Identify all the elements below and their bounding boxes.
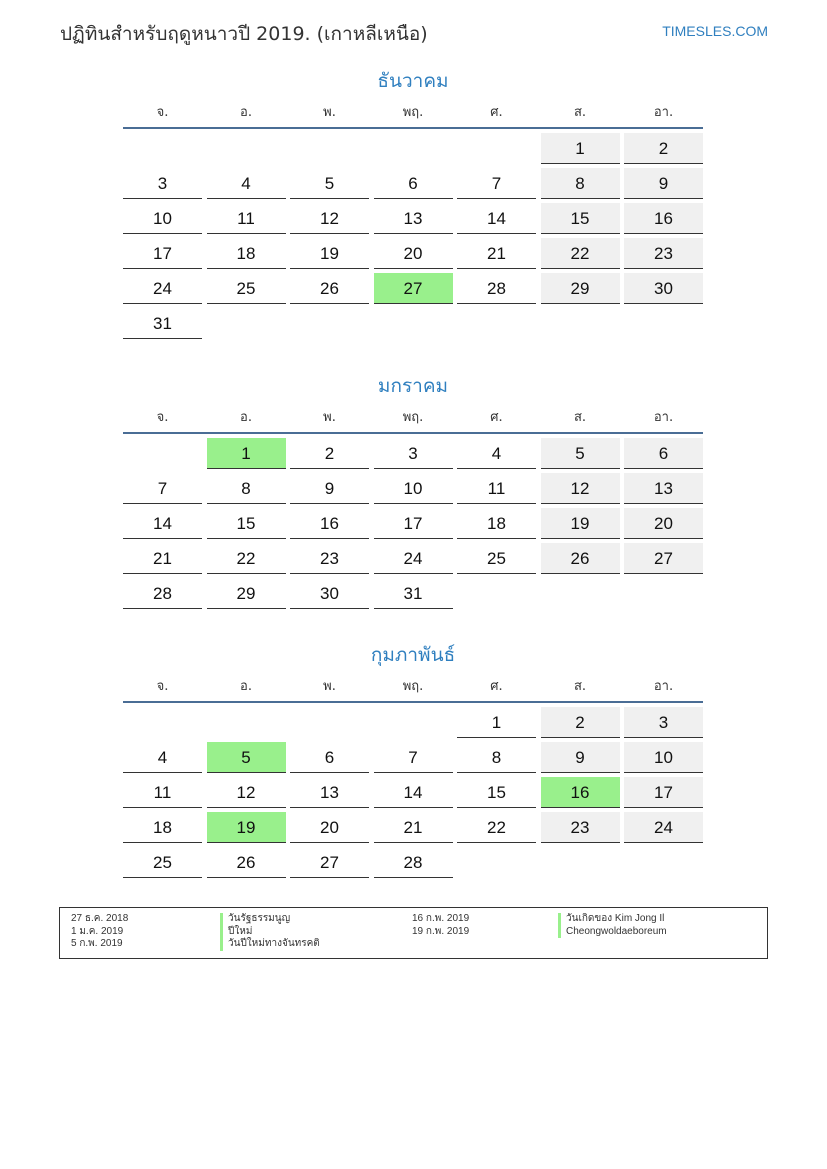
empty-cell bbox=[374, 707, 453, 738]
day-cell: 2 bbox=[624, 133, 703, 164]
weekday-label: อ. bbox=[240, 104, 252, 120]
empty-cell bbox=[207, 707, 286, 738]
day-cell: 18 bbox=[123, 812, 202, 843]
site-link[interactable]: TIMESLES.COM bbox=[662, 23, 768, 39]
empty-cell bbox=[123, 438, 202, 469]
weekday-header bbox=[123, 401, 703, 431]
day-cell: 4 bbox=[123, 742, 202, 773]
day-cell: 8 bbox=[457, 742, 536, 773]
empty-cell bbox=[290, 707, 369, 738]
day-cell: 26 bbox=[207, 847, 286, 878]
day-cell: 10 bbox=[374, 473, 453, 504]
day-cell: 15 bbox=[541, 203, 620, 234]
day-cell: 3 bbox=[123, 168, 202, 199]
legend-holiday-name: วันปีใหม่ทางจันทรคติ bbox=[220, 938, 320, 951]
day-cell: 13 bbox=[624, 473, 703, 504]
day-grid bbox=[123, 707, 703, 878]
day-cell: 24 bbox=[624, 812, 703, 843]
legend-date: 16 ก.พ. 2019 bbox=[412, 913, 470, 924]
day-cell: 21 bbox=[374, 812, 453, 843]
day-cell: 30 bbox=[624, 273, 703, 304]
weekday-label: ศ. bbox=[490, 104, 503, 120]
day-cell: 7 bbox=[123, 473, 202, 504]
day-cell: 11 bbox=[123, 777, 202, 808]
day-cell: 1 bbox=[457, 707, 536, 738]
day-cell: 20 bbox=[290, 812, 369, 843]
weekday-label: จ. bbox=[156, 678, 169, 694]
day-cell: 28 bbox=[374, 847, 453, 878]
legend-right-dates bbox=[412, 913, 469, 938]
weekday-label: จ. bbox=[156, 409, 169, 425]
day-cell: 28 bbox=[457, 273, 536, 304]
weekday-header bbox=[123, 670, 703, 700]
day-cell: 13 bbox=[290, 777, 369, 808]
day-cell: 25 bbox=[207, 273, 286, 304]
day-cell: 28 bbox=[123, 578, 202, 609]
holiday-day-cell: 1 bbox=[207, 438, 286, 469]
day-cell: 13 bbox=[374, 203, 453, 234]
weekday-label: ศ. bbox=[490, 409, 503, 425]
day-cell: 14 bbox=[123, 508, 202, 539]
day-cell: 6 bbox=[624, 438, 703, 469]
day-cell: 23 bbox=[290, 543, 369, 574]
weekday-label: ศ. bbox=[490, 678, 503, 694]
weekday-label: พฤ. bbox=[402, 104, 424, 120]
weekday-label: พ. bbox=[323, 678, 336, 694]
weekday-label: อ. bbox=[240, 678, 252, 694]
legend-left-names bbox=[220, 913, 320, 951]
day-cell: 5 bbox=[290, 168, 369, 199]
weekday-label: อา. bbox=[653, 104, 674, 120]
month-january bbox=[123, 371, 703, 609]
empty-cell bbox=[207, 133, 286, 164]
day-cell: 11 bbox=[457, 473, 536, 504]
day-cell: 8 bbox=[207, 473, 286, 504]
day-cell: 22 bbox=[457, 812, 536, 843]
holiday-day-cell: 27 bbox=[374, 273, 453, 304]
holiday-day-cell: 19 bbox=[207, 812, 286, 843]
day-cell: 16 bbox=[290, 508, 369, 539]
day-cell: 21 bbox=[457, 238, 536, 269]
empty-cell bbox=[374, 133, 453, 164]
day-cell: 14 bbox=[457, 203, 536, 234]
holiday-day-cell: 5 bbox=[207, 742, 286, 773]
day-cell: 4 bbox=[207, 168, 286, 199]
day-cell: 24 bbox=[374, 543, 453, 574]
day-cell: 18 bbox=[457, 508, 536, 539]
day-cell: 20 bbox=[624, 508, 703, 539]
day-cell: 17 bbox=[123, 238, 202, 269]
page-title: ปฏิทินสำหรับฤดูหนาวปี 2019. (เกาหลีเหนือ) bbox=[60, 23, 428, 45]
day-cell: 12 bbox=[207, 777, 286, 808]
day-cell: 25 bbox=[123, 847, 202, 878]
day-cell: 22 bbox=[541, 238, 620, 269]
day-cell: 3 bbox=[624, 707, 703, 738]
day-cell: 7 bbox=[374, 742, 453, 773]
day-cell: 27 bbox=[290, 847, 369, 878]
day-cell: 22 bbox=[207, 543, 286, 574]
day-cell: 27 bbox=[624, 543, 703, 574]
day-cell: 14 bbox=[374, 777, 453, 808]
weekday-label: จ. bbox=[156, 104, 169, 120]
day-cell: 17 bbox=[624, 777, 703, 808]
day-cell: 7 bbox=[457, 168, 536, 199]
month-title: มกราคม bbox=[377, 375, 449, 397]
empty-cell bbox=[290, 133, 369, 164]
weekday-label: อา. bbox=[653, 409, 674, 425]
day-cell: 12 bbox=[290, 203, 369, 234]
month-title: ธันวาคม bbox=[377, 70, 449, 92]
day-cell: 25 bbox=[457, 543, 536, 574]
day-cell: 9 bbox=[541, 742, 620, 773]
day-cell: 16 bbox=[624, 203, 703, 234]
legend-date: 19 ก.พ. 2019 bbox=[412, 925, 470, 937]
legend-date: 5 ก.พ. 2019 bbox=[71, 938, 123, 949]
legend-right-names bbox=[558, 913, 667, 938]
weekday-header bbox=[123, 96, 703, 126]
legend-date: 1 ม.ค. 2019 bbox=[71, 925, 124, 937]
day-cell: 29 bbox=[541, 273, 620, 304]
day-cell: 3 bbox=[374, 438, 453, 469]
day-cell: 6 bbox=[290, 742, 369, 773]
legend-holiday-name: ปีใหม่ bbox=[220, 926, 320, 939]
day-cell: 12 bbox=[541, 473, 620, 504]
weekday-label: อ. bbox=[240, 409, 252, 425]
day-cell: 31 bbox=[374, 578, 453, 609]
weekday-label: ส. bbox=[573, 678, 587, 694]
weekday-label: ส. bbox=[573, 409, 587, 425]
day-cell: 15 bbox=[457, 777, 536, 808]
empty-cell bbox=[123, 133, 202, 164]
legend-date: 27 ธ.ค. 2018 bbox=[71, 913, 129, 924]
legend-holiday-name: วันรัฐธรรมนูญ bbox=[220, 913, 320, 926]
day-cell: 26 bbox=[290, 273, 369, 304]
day-cell: 4 bbox=[457, 438, 536, 469]
day-cell: 15 bbox=[207, 508, 286, 539]
day-cell: 6 bbox=[374, 168, 453, 199]
holiday-day-cell: 16 bbox=[541, 777, 620, 808]
legend-left-dates bbox=[71, 913, 128, 951]
day-cell: 5 bbox=[541, 438, 620, 469]
day-cell: 30 bbox=[290, 578, 369, 609]
header-rule bbox=[123, 127, 703, 129]
day-cell: 18 bbox=[207, 238, 286, 269]
day-cell: 19 bbox=[290, 238, 369, 269]
day-cell: 9 bbox=[290, 473, 369, 504]
header-rule bbox=[123, 432, 703, 434]
weekday-label: พ. bbox=[323, 104, 336, 120]
weekday-label: อา. bbox=[653, 678, 674, 694]
day-cell: 11 bbox=[207, 203, 286, 234]
weekday-label: พ. bbox=[323, 409, 336, 425]
day-cell: 19 bbox=[541, 508, 620, 539]
day-cell: 29 bbox=[207, 578, 286, 609]
day-cell: 1 bbox=[541, 133, 620, 164]
day-cell: 20 bbox=[374, 238, 453, 269]
day-grid bbox=[123, 133, 703, 339]
day-cell: 8 bbox=[541, 168, 620, 199]
holiday-legend bbox=[59, 907, 768, 959]
day-cell: 10 bbox=[123, 203, 202, 234]
month-december bbox=[123, 66, 703, 339]
day-cell: 10 bbox=[624, 742, 703, 773]
empty-cell bbox=[457, 133, 536, 164]
empty-cell bbox=[123, 707, 202, 738]
header-rule bbox=[123, 701, 703, 703]
day-cell: 23 bbox=[624, 238, 703, 269]
day-cell: 17 bbox=[374, 508, 453, 539]
month-february bbox=[123, 640, 703, 878]
day-cell: 21 bbox=[123, 543, 202, 574]
month-title: กุมภาพันธ์ bbox=[370, 644, 456, 666]
day-grid bbox=[123, 438, 703, 609]
weekday-label: ส. bbox=[573, 104, 587, 120]
day-cell: 2 bbox=[290, 438, 369, 469]
day-cell: 24 bbox=[123, 273, 202, 304]
day-cell: 9 bbox=[624, 168, 703, 199]
legend-holiday-name: วันเกิดของ Kim Jong Il bbox=[558, 913, 667, 926]
legend-holiday-name: Cheongwoldaeboreum bbox=[558, 926, 667, 939]
weekday-label: พฤ. bbox=[402, 409, 424, 425]
weekday-label: พฤ. bbox=[402, 678, 424, 694]
day-cell: 2 bbox=[541, 707, 620, 738]
day-cell: 31 bbox=[123, 308, 202, 339]
day-cell: 26 bbox=[541, 543, 620, 574]
day-cell: 23 bbox=[541, 812, 620, 843]
